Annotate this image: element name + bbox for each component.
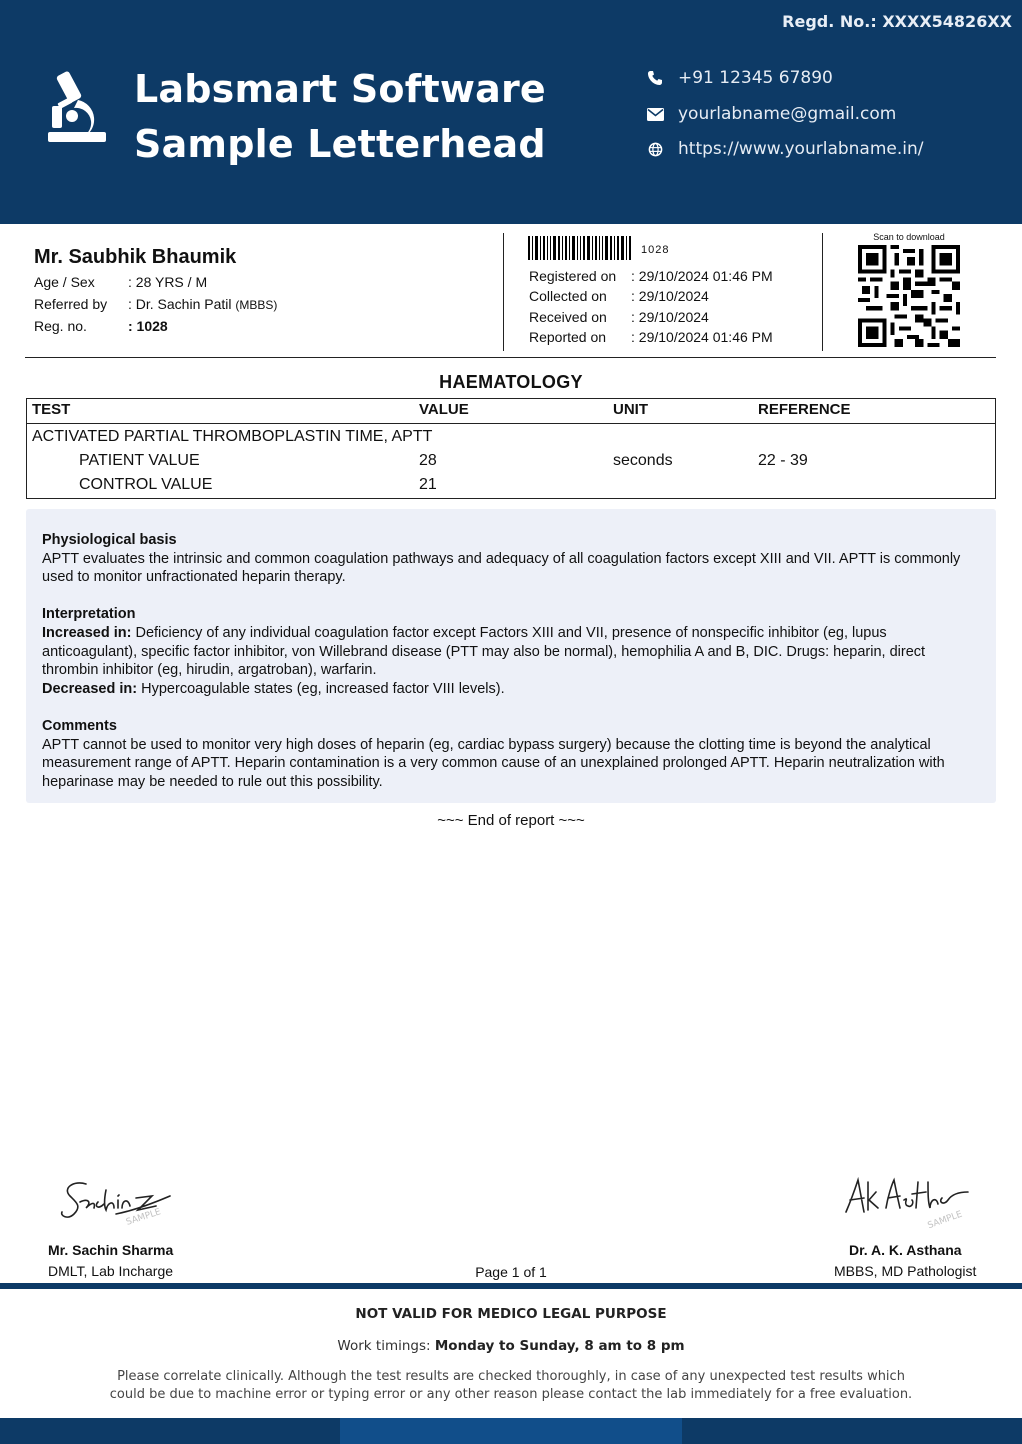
received-value: : 29/10/2024 [631,309,709,325]
table-row-test: CONTROL VALUE [79,476,213,493]
table-row-value: 21 [419,476,437,493]
referred-qualification: (MBBS) [235,298,278,312]
divider [822,233,823,351]
decreased-label: Decreased in: [42,680,138,697]
divider [25,357,996,358]
test-notes [26,509,996,803]
globe-icon [646,140,664,158]
interpretation-title: Interpretation [42,606,136,623]
decreased-text: Hypercoagulable states (eg, increased factor VIII levels). [137,680,505,697]
collected-label: Collected on [529,288,607,304]
legal-notice: NOT VALID FOR MEDICO LEGAL PURPOSE [355,1306,667,1322]
timings-value: Monday to Sunday, 8 am to 8 pm [434,1338,685,1354]
registration-number [782,12,1012,31]
reported-on [529,329,773,345]
table-row-reference: 22 - 39 [758,452,808,469]
referred-value: : Dr. Sachin Patil [128,296,232,312]
regd-label: Regd. No.: [782,12,877,31]
disclaimer [0,1368,1022,1404]
results-table [26,398,996,499]
increased-label: Increased in: [42,624,132,641]
phone-text: +91 12345 67890 [678,68,833,88]
lab-brand [134,62,546,172]
contact-email [646,104,896,124]
right-signatory-role: MBBS, MD Pathologist [834,1263,977,1279]
barcode-number: 1028 [641,244,670,256]
reported-label: Reported on [529,329,607,345]
disclaimer-line-2: could be due to machine error or typing error or any other reason please contact the lab immediately for a free evaluation. [109,1387,913,1402]
column-header: REFERENCE [758,401,851,418]
reg-label: Reg. no. [34,318,87,334]
patient-name: Mr. Saubhik Bhaumik [34,246,237,268]
reg-value: : 1028 [128,318,168,334]
brand-line-2: Sample Letterhead [134,122,546,166]
barcode [528,236,633,260]
collected-value: : 29/10/2024 [631,288,709,304]
patient-reg-no [34,318,168,334]
test-name: ACTIVATED PARTIAL THROMBOPLASTIN TIME, APTT [32,428,433,445]
website-text: https://www.yourlabname.in/ [678,139,924,159]
email-icon [646,105,664,123]
bottom-band [0,1418,1022,1444]
left-signatory-role: DMLT, Lab Incharge [48,1263,174,1279]
received-on [529,309,709,325]
divider [503,233,504,351]
age-sex-value: : 28 YRS / M [128,274,208,290]
basis-text: APTT evaluates the intrinsic and common coagulation pathways and adequacy of all coagulation factors except XIII and VII. APTT is commonly used to monitor unfractionated heparin therapy. [42,550,961,586]
brand-line-1: Labsmart Software [134,67,546,111]
column-header: VALUE [419,401,469,418]
sample-stamp: SAMPLE [124,1207,163,1228]
qr-code-icon[interactable] [858,245,960,347]
sample-stamp: SAMPLE [926,1209,964,1232]
registered-value: : 29/10/2024 01:46 PM [631,268,773,284]
regd-value: XXXX54826XX [882,12,1012,31]
received-label: Received on [529,309,607,325]
end-of-report: ~~~ End of report ~~~ [437,812,585,829]
contact-website [646,139,924,159]
work-timings [0,1338,1022,1354]
age-sex-label: Age / Sex [34,274,95,290]
increased-text: Deficiency of any individual coagulation factor except Factors XIII and VII, presence of nonspecific inhibitor (eg, lupus anticoagulant), specific factor inhibitor, von Willebrand disease (PTT may also be normal), hemophilia A and B, DIC. Drugs: heparin, direct thrombin inhibitor (eg, hirudin, argatroban), warfarin. [42,624,926,679]
decreased-in [42,680,980,699]
left-signatory-name: Mr. Sachin Sharma [48,1242,174,1258]
section-title: HAEMATOLOGY [439,372,583,392]
left-signature [56,1172,181,1232]
phone-icon [646,69,664,87]
contact-phone [646,68,833,88]
comments-text: APTT cannot be used to monitor very high doses of heparin (eg, cardiac bypass surgery) because the clotting time is beyond the analytical measurement range of APTT. Heparin contamination is a very common cause of an unexplained prolonged APTT. Heparin neutralization with heparinase may be needed to rule out this possibility. [42,736,945,790]
column-header: UNIT [613,401,648,418]
basis-title: Physiological basis [42,532,177,548]
microscope-icon [48,70,108,146]
right-signature [840,1168,980,1232]
table-header [27,399,995,424]
increased-in [42,624,980,680]
scan-label: Scan to download [873,232,945,242]
letterhead-header [0,0,1022,224]
collected-on [529,288,709,304]
timings-label: Work timings: [337,1338,431,1354]
comments-title: Comments [42,717,117,734]
disclaimer-line-1: Please correlate clinically. Although the test results are checked thoroughly, in case of any unexpected test results which [117,1369,905,1384]
reported-value: : 29/10/2024 01:46 PM [631,329,773,345]
page-number: Page 1 of 1 [475,1264,547,1280]
right-signatory-name: Dr. A. K. Asthana [849,1242,962,1258]
registered-on [529,268,773,284]
referred-label: Referred by [34,296,108,312]
email-text: yourlabname@gmail.com [678,104,897,124]
column-header: TEST [32,401,71,418]
table-row-value: 28 [419,452,437,469]
footer-bar [0,1283,1022,1289]
table-row-test: PATIENT VALUE [79,452,200,469]
patient-age-sex [34,274,207,290]
registered-label: Registered on [529,268,617,284]
table-row-unit: seconds [613,452,673,469]
patient-referred-by [34,296,277,312]
